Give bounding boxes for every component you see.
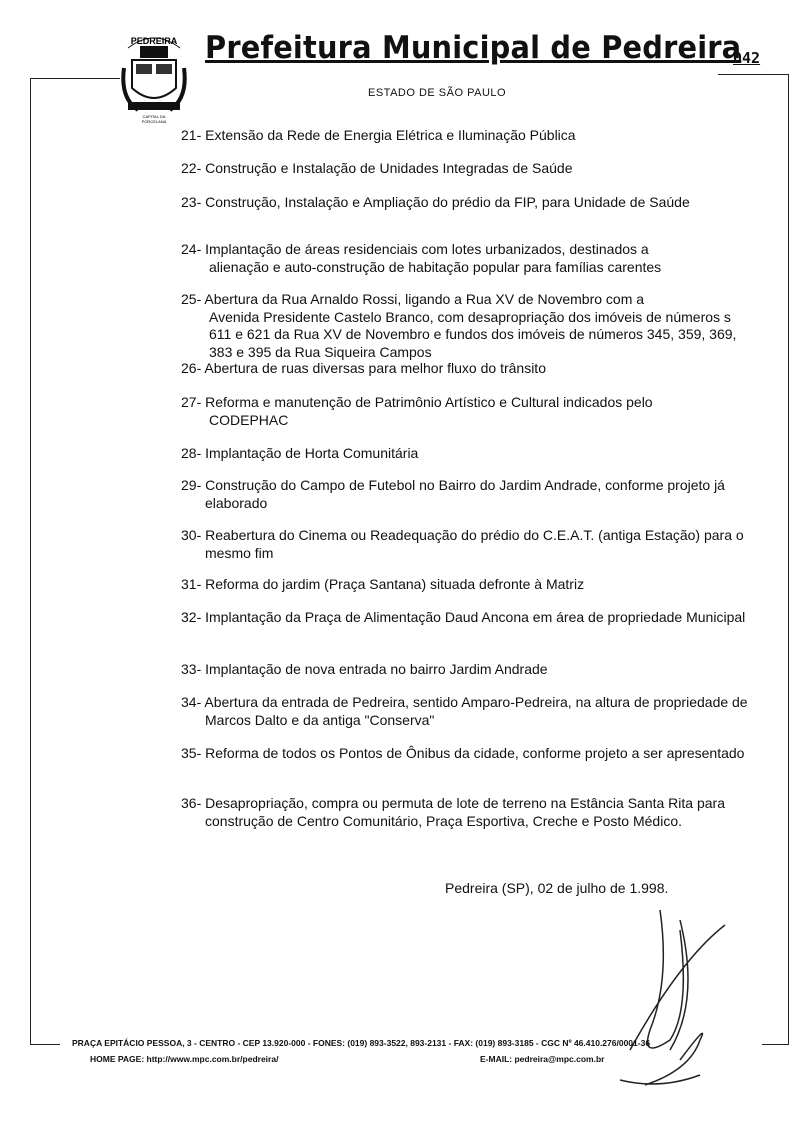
list-item (181, 127, 765, 145)
item-text: Implantação de nova entrada no bairro Jardim Andrade (205, 661, 548, 677)
item-text: Implantação de áreas residenciais com lotes urbanizados, destinados a (205, 241, 649, 257)
item-number: 27- (181, 394, 202, 410)
item-number: 30- (181, 527, 202, 543)
frame-line (30, 78, 31, 1044)
item-number: 21- (181, 127, 202, 143)
svg-text:CAPITAL DA: CAPITAL DA (142, 114, 166, 119)
date-line: Pedreira (SP), 02 de julho de 1.998. (445, 880, 669, 896)
item-text: Extensão da Rede de Energia Elétrica e Iluminação Pública (205, 127, 576, 143)
list-item (181, 477, 765, 512)
handwritten-signature (600, 900, 740, 1100)
item-text: Reforma do jardim (Praça Santana) situada defronte à Matriz (205, 576, 585, 592)
item-number: 24- (181, 241, 202, 257)
list-item (181, 576, 765, 594)
item-number: 25- (181, 291, 202, 307)
item-number: 35- (181, 745, 202, 761)
list-item (181, 694, 765, 729)
list-item (181, 160, 765, 178)
list-item (181, 609, 765, 627)
item-text: Construção do Campo de Futebol no Bairro do Jardim Andrade, conforme projeto já elaborado (205, 477, 725, 511)
item-text: Reforma e manutenção de Patrimônio Artístico e Cultural indicados pelo (205, 394, 653, 410)
list-item (181, 795, 765, 830)
frame-line (762, 1044, 789, 1045)
item-text: Construção e Instalação de Unidades Integradas de Saúde (205, 160, 573, 176)
list-item (181, 745, 765, 763)
item-number: 23- (181, 194, 202, 210)
item-number: 36- (181, 795, 202, 811)
footer-email: E-MAIL: pedreira@mpc.com.br (480, 1054, 605, 1064)
item-number: 28- (181, 445, 202, 461)
item-text: Abertura da Rua Arnaldo Rossi, ligando a Rua XV de Novembro com a (204, 291, 645, 307)
frame-line (30, 1044, 60, 1045)
item-text: Implantação da Praça de Alimentação Daud Ancona em área de propriedade Municipal (205, 609, 746, 625)
item-number: 29- (181, 477, 202, 493)
item-text: Reforma de todos os Pontos de Ônibus da cidade, conforme projeto a ser apresentado (205, 745, 745, 761)
item-number: 22- (181, 160, 202, 176)
item-number: 33- (181, 661, 202, 677)
svg-text:PEDREIRA: PEDREIRA (130, 36, 178, 46)
list-item (181, 661, 765, 679)
list-item (181, 360, 765, 378)
item-text-continued: alienação e auto-construção de habitação popular para famílias carentes (209, 258, 662, 275)
item-text: Desapropriação, compra ou permuta de lote de terreno na Estância Santa Rita para construção de Centro Comunitário, Praça Esportiva, Creche e Posto Médico. (205, 795, 725, 829)
item-text-continued: CODEPHAC (209, 411, 289, 428)
item-number: 34- (181, 694, 202, 710)
list-item (181, 394, 741, 429)
page-title: Prefeitura Municipal de Pedreira (205, 30, 742, 66)
frame-line (30, 78, 120, 79)
item-text-continued: Avenida Presidente Castelo Branco, com desapropriação dos imóveis de números s 611 e 621 da Rua XV de Novembro e fundos dos imóveis de números 345, 359, 369, 383 e 395 da Rua Siqueira Campos (209, 308, 737, 360)
page-number: 042 (733, 49, 761, 67)
item-text: Abertura da entrada de Pedreira, sentido Amparo-Pedreira, na altura de propriedade de Marcos Dalto e da antiga "Conserva" (204, 694, 748, 728)
list-item (181, 291, 741, 361)
municipal-seal-logo (118, 28, 190, 124)
item-number: 26- (181, 360, 202, 376)
list-item (181, 241, 741, 276)
frame-line (788, 74, 789, 1044)
item-text: Abertura de ruas diversas para melhor fluxo do trânsito (204, 360, 546, 376)
item-text: Implantação de Horta Comunitária (205, 445, 419, 461)
list-item (181, 445, 765, 463)
footer-address: PRAÇA EPITÁCIO PESSOA, 3 - CENTRO - CEP 13.920-000 - FONES: (019) 893-3522, 893-2131 - FAX: (019) 893-3185 - CGC Nº 46.410.276/0001-36 (72, 1038, 651, 1048)
item-number: 32- (181, 609, 202, 625)
item-text: Reabertura do Cinema ou Readequação do prédio do C.E.A.T. (antiga Estação) para o mesmo fim (205, 527, 744, 561)
footer-homepage: HOME PAGE: http://www.mpc.com.br/pedreira/ (90, 1054, 279, 1064)
item-number: 31- (181, 576, 202, 592)
frame-line (718, 74, 788, 75)
list-item (181, 194, 765, 212)
svg-text:PORCELANA: PORCELANA (141, 119, 167, 124)
list-item (181, 527, 765, 562)
state-subtitle: ESTADO DE SÃO PAULO (368, 87, 507, 99)
item-text: Construção, Instalação e Ampliação do prédio da FIP, para Unidade de Saúde (205, 194, 690, 210)
